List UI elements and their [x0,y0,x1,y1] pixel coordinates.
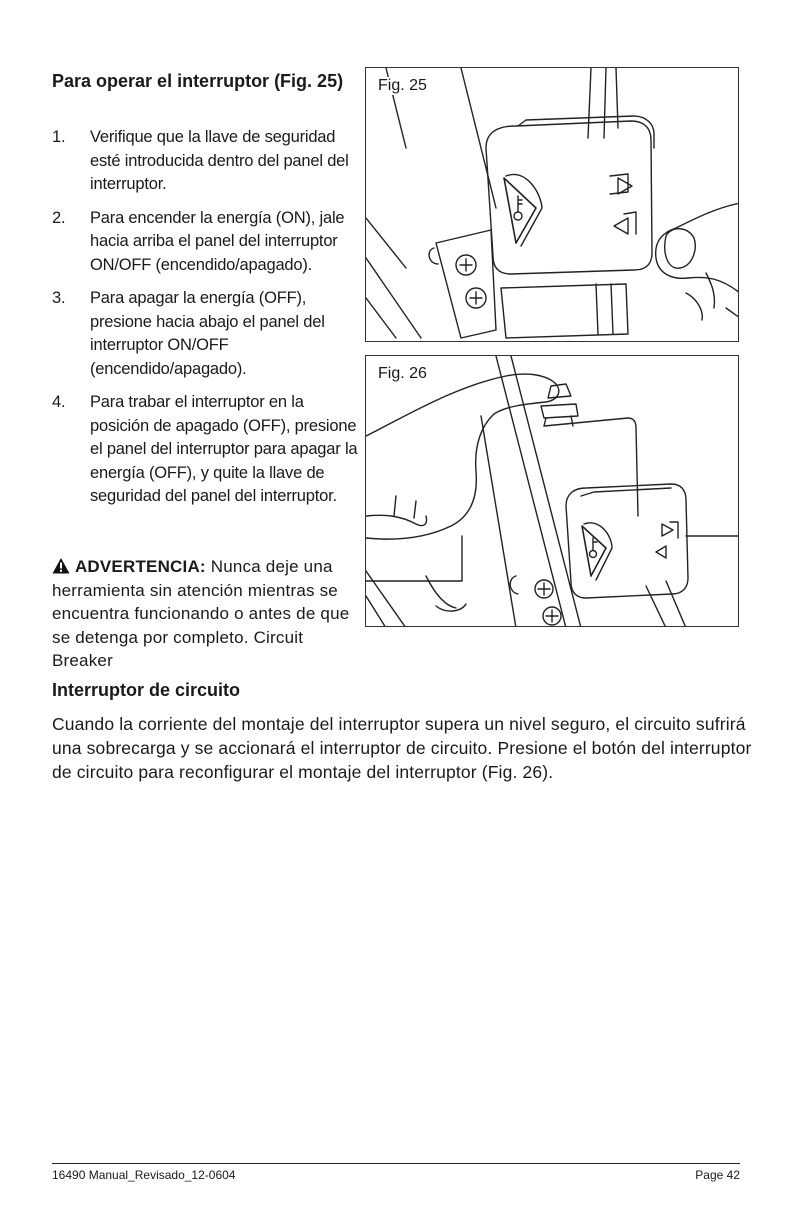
footer-page-number: Page 42 [695,1168,740,1182]
circuit-breaker-illustration [366,356,739,627]
section-heading: Para operar el interruptor (Fig. 25) [52,71,344,91]
step-number: 2. [52,208,66,227]
circuit-breaker-text: Cuando la corriente del montaje del interruptor supera un nivel seguro, el circuito sufrirá una sobrecarga y se accionará el interruptor de circuito. Presione el botón del interruptor de circuito para reconfigurar el montaje del interruptor (Fig. 26). [52,714,752,782]
figure-25 [365,67,739,342]
step-text: Para encender la energía (ON), jale hacia arriba el panel del interruptor ON/OFF (encendido/apagado). [90,208,345,274]
circuit-breaker-heading: Interruptor de circuito [52,680,241,700]
warning-block [52,555,357,673]
step-number: 1. [52,128,66,146]
step-number: 3. [52,289,66,307]
list-item [52,126,362,197]
figure-26-label: Fig. 26 [378,365,427,382]
list-item [52,287,362,381]
steps-list [52,126,362,519]
list-item [52,391,362,509]
step-number: 4. [52,393,66,411]
warning-label: ADVERTENCIA: [74,557,206,576]
step-text: Para apagar la energía (OFF), presione hacia abajo el panel del interruptor ON/OFF (encendido/apagado). [90,289,325,378]
footer-rule [52,1163,740,1164]
figure-26 [365,355,739,627]
warning-icon [52,557,70,574]
step-text: Verifique que la llave de seguridad esté introducida dentro del panel del interruptor. [90,128,349,193]
switch-panel-illustration [366,68,739,342]
step-text: Para trabar el interruptor en la posición de apagado (OFF), presione el panel del interruptor para apagar la energía (OFF), y quite la llave de seguridad del panel del interruptor. [90,393,358,505]
footer-document-id: 16490 Manual_Revisado_12-0604 [52,1168,236,1182]
figure-25-label: Fig. 25 [378,77,427,94]
warning-text: Nunca deje una herramienta sin atención mientras se encuentra funcionando o antes de que se detenga por completo. Circuit Breaker [52,557,350,670]
list-item [52,207,362,278]
